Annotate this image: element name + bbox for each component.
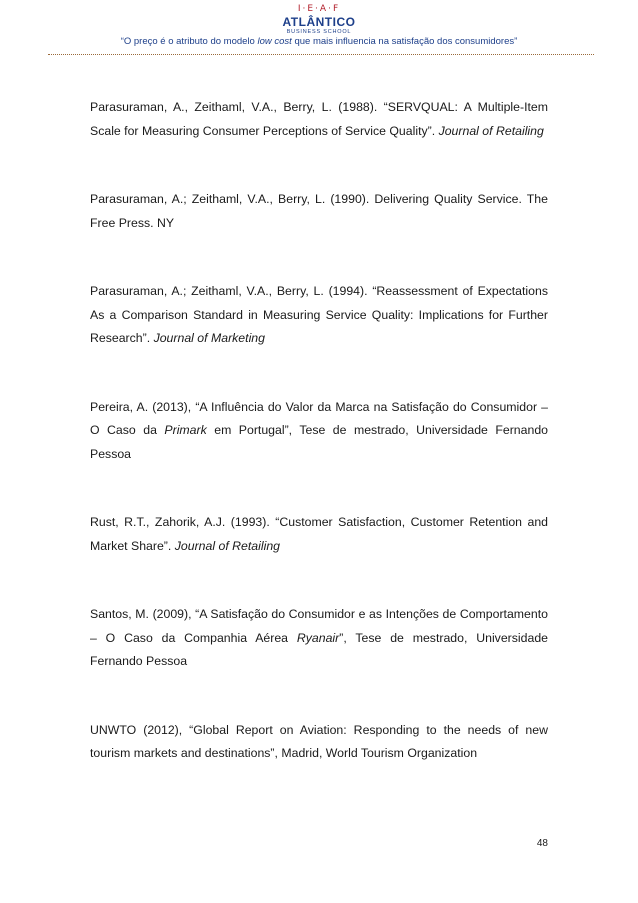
reference-italic: Journal of Marketing [153,331,265,345]
reference-text: Pereira, A. (2013), “A Influência do Valor da Marca na Satisfação do Consumidor – O Caso da [90,399,548,437]
school-logo [0,4,638,36]
reference-text: em Portugal”, Tese de mestrado, Universidade Fernando Pessoa [90,423,549,461]
reference-text: ”, Tese de mestrado, Universidade Fernando Pessoa [90,630,549,668]
reference-entry [90,96,548,143]
page-number: 48 [536,838,548,849]
reference-entry [90,603,548,674]
logo-main-text: ATLÂNTICO [282,15,356,29]
logo-sub-text: BUSINESS SCHOOL [286,29,352,35]
reference-italic: Journal of Retailing [438,123,544,138]
header-caption-post: que mais influencia na satisfação dos consumidores” [291,36,518,47]
reference-text: Parasuraman, A.; Zeithaml, V.A., Berry, L. (1994). “Reassessment of Expectations As a Comparison Standard in Measuring Service Quality: Implications for Further Research”. [90,284,548,345]
reference-text: UNWTO (2012), “Global Report on Aviation: Responding to the needs of new tourism markets and destinations”, Madrid, World Tourism Organization [90,722,548,760]
header-caption-em: low cost [257,36,292,47]
running-header [0,36,638,47]
reference-text: Parasuraman, A., Zeithaml, V.A., Berry, L. (1988). “SERVQUAL: A Multiple-Item Scale for Measuring Consumer Perceptions of Service Quality”. [90,100,548,138]
header-caption-pre: “O preço é o atributo do modelo [120,36,258,47]
reference-text: Santos, M. (2009), “A Satisfação do Consumidor e as Intenções de Comportamento – O Caso da Companhia Aérea [90,607,548,645]
reference-text: Rust, R.T., Zahorik, A.J. (1993). “Customer Satisfaction, Customer Retention and Market Share”. [90,515,548,553]
reference-italic: Primark [164,423,207,437]
reference-text: Parasuraman, A.; Zeithaml, V.A., Berry, L. (1990). Delivering Quality Service. The Free Press. NY [90,192,548,230]
reference-italic: Journal of Retailing [174,538,281,553]
reference-entry [90,396,548,467]
reference-italic: Ryanair [296,630,340,645]
logo-top-text: I·E·A·F [297,4,341,14]
reference-entry [90,719,548,766]
reference-entry [90,511,548,558]
reference-entry [90,280,548,351]
reference-list [90,96,548,766]
header-divider [48,54,594,55]
reference-entry [90,188,548,235]
